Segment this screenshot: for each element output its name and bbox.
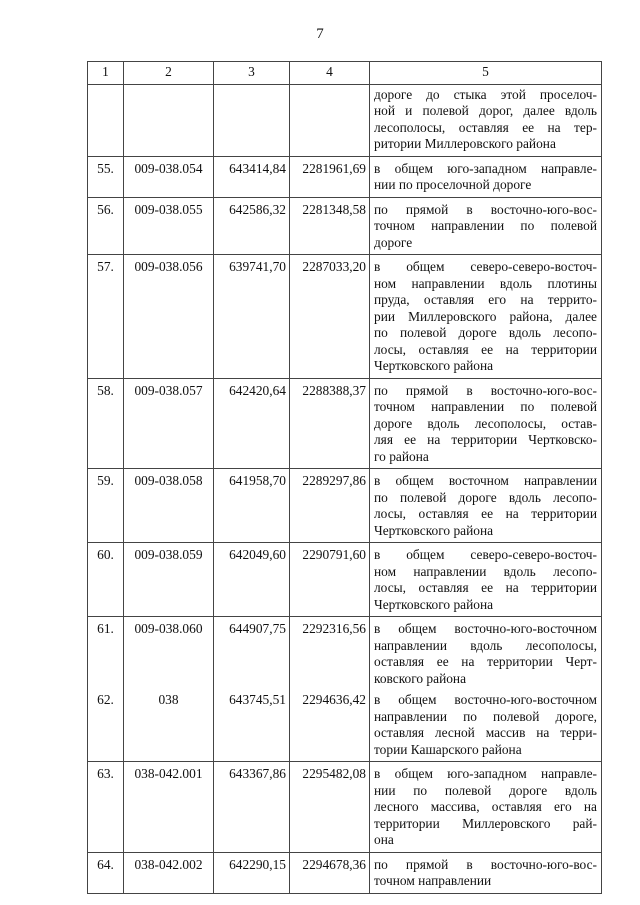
- description-line: направлении по полевой дороге,: [374, 708, 597, 724]
- description-line: лосы, оставляя ее на территории: [374, 341, 597, 357]
- boundary-description: [370, 762, 602, 853]
- row-number: 55.: [88, 156, 124, 197]
- description-line: пруда, оставляя его на террито-: [374, 292, 597, 307]
- description-line: лесополосы, оставляя ее на тер-: [374, 119, 597, 135]
- coordinate-y: 2281348,58: [290, 197, 370, 255]
- boundary-description: [370, 156, 602, 197]
- point-code: 038-042.002: [124, 852, 214, 893]
- description-line: точном направлении: [374, 873, 492, 888]
- coordinate-x: 642049,60: [214, 543, 290, 617]
- point-code: 009-038.056: [124, 255, 214, 379]
- point-code: 038: [124, 690, 214, 762]
- continuation-description: [370, 84, 602, 156]
- description-line: Чертковского района: [374, 522, 494, 538]
- description-line: по полевой дороге вдоль лесопо-: [374, 489, 597, 505]
- coordinate-x: 642420,64: [214, 378, 290, 469]
- description-line: оставляя ее на территории Черт-: [374, 654, 597, 669]
- row-number: 59.: [88, 469, 124, 543]
- row-number: 56.: [88, 197, 124, 255]
- coordinate-x: 639741,70: [214, 255, 290, 379]
- row-number: 63.: [88, 762, 124, 853]
- description-line: нии по полевой дороге вдоль: [374, 782, 597, 798]
- table-row: [88, 852, 602, 893]
- column-header-1: 1: [88, 62, 124, 85]
- description-line: лесного массива, оставляя его на: [374, 799, 597, 814]
- coordinate-x: 642290,15: [214, 852, 290, 893]
- coordinate-y: 2294636,42: [290, 690, 370, 762]
- coordinate-y: 2290791,60: [290, 543, 370, 617]
- coordinate-y: 2289297,86: [290, 469, 370, 543]
- column-header-4: 4: [290, 62, 370, 85]
- boundary-description: [370, 617, 602, 691]
- description-line: дороге: [374, 234, 413, 250]
- boundary-description: [370, 197, 602, 255]
- column-header-2: 2: [124, 62, 214, 85]
- description-line: нии по проселочной дороге: [374, 177, 532, 192]
- description-line: лосы, оставляя ее на территории: [374, 506, 597, 521]
- description-line: ной и полевой дорог, далее вдоль: [374, 103, 597, 118]
- coordinate-y: 2294678,36: [290, 852, 370, 893]
- description-line: в общем восточном направлении: [374, 473, 597, 488]
- point-code: 009-038.058: [124, 469, 214, 543]
- boundary-table: [87, 61, 602, 894]
- coordinate-x: 644907,75: [214, 617, 290, 691]
- table-row: [88, 156, 602, 197]
- description-line: в общем северо-северо-восточ-: [374, 259, 597, 274]
- coordinate-x: 643367,86: [214, 762, 290, 853]
- description-line: рии Миллеровского района, далее: [374, 308, 597, 324]
- coordinate-x: 642586,32: [214, 197, 290, 255]
- row-number: 64.: [88, 852, 124, 893]
- description-line: ном направлении вдоль плотины: [374, 275, 597, 291]
- description-line: по прямой в восточно-юго-вос-: [374, 856, 597, 872]
- description-line: в общем юго-западном направле-: [374, 160, 597, 176]
- description-line: точном направлении по полевой: [374, 399, 597, 414]
- point-code: 009-038.060: [124, 617, 214, 691]
- table-row: [88, 197, 602, 255]
- description-line: по полевой дороге вдоль лесопо-: [374, 325, 597, 340]
- description-line: ляя ее на территории Чертковско-: [374, 432, 597, 447]
- table-body: [88, 84, 602, 893]
- description-line: направлении вдоль лесополосы,: [374, 637, 597, 653]
- description-line: дороге до стыка этой проселоч-: [374, 86, 597, 102]
- boundary-description: [370, 543, 602, 617]
- description-line: ном направлении вдоль лесопо-: [374, 563, 597, 579]
- boundary-description: [370, 690, 602, 762]
- coordinate-y: 2288388,37: [290, 378, 370, 469]
- table-row: [88, 378, 602, 469]
- row-number: 61.: [88, 617, 124, 691]
- description-line: территории Миллеровского рай-: [374, 815, 597, 831]
- description-line: тории Кашарского района: [374, 741, 522, 757]
- coordinate-x: 643414,84: [214, 156, 290, 197]
- description-line: Чертковского района: [374, 358, 494, 373]
- description-line: дороге вдоль лесополосы, остав-: [374, 415, 597, 431]
- row-number: 62.: [88, 690, 124, 762]
- table-row: [88, 690, 602, 762]
- boundary-description: [370, 378, 602, 469]
- table-row: [88, 762, 602, 853]
- description-line: Чертковского района: [374, 596, 494, 612]
- column-header-5: 5: [370, 62, 602, 85]
- description-line: в общем восточно-юго-восточном: [374, 692, 597, 707]
- row-number: 58.: [88, 378, 124, 469]
- point-code: 009-038.054: [124, 156, 214, 197]
- description-line: в общем северо-северо-восточ-: [374, 547, 597, 562]
- row-number: 60.: [88, 543, 124, 617]
- description-line: оставляя лесной массив на терри-: [374, 725, 597, 740]
- coordinate-y: 2292316,56: [290, 617, 370, 691]
- coordinate-y: 2281961,69: [290, 156, 370, 197]
- description-line: ритории Миллеровского района: [374, 136, 556, 151]
- description-line: ковского района: [374, 670, 467, 686]
- column-header-3: 3: [214, 62, 290, 85]
- row-number: 57.: [88, 255, 124, 379]
- description-line: лосы, оставляя ее на территории: [374, 580, 597, 595]
- coordinate-x: 641958,70: [214, 469, 290, 543]
- table-row: [88, 255, 602, 379]
- table-row: [88, 543, 602, 617]
- description-line: по прямой в восточно-юго-вос-: [374, 201, 597, 217]
- point-code: 038-042.001: [124, 762, 214, 853]
- point-code: 009-038.055: [124, 197, 214, 255]
- table-row: [88, 469, 602, 543]
- coordinate-y: 2287033,20: [290, 255, 370, 379]
- description-line: точном направлении по полевой: [374, 218, 597, 233]
- continuation-row: [88, 84, 602, 156]
- boundary-description: [370, 255, 602, 379]
- description-line: она: [374, 832, 394, 847]
- point-code: 009-038.057: [124, 378, 214, 469]
- coordinate-y: 2295482,08: [290, 762, 370, 853]
- boundary-description: [370, 852, 602, 893]
- header-row: [88, 62, 602, 85]
- page-number: 7: [316, 26, 324, 42]
- boundary-description: [370, 469, 602, 543]
- description-line: по прямой в восточно-юго-вос-: [374, 382, 597, 398]
- description-line: в общем юго-западном направле-: [374, 766, 597, 781]
- point-code: 009-038.059: [124, 543, 214, 617]
- description-line: го района: [374, 448, 429, 464]
- coordinate-x: 643745,51: [214, 690, 290, 762]
- description-line: в общем восточно-юго-восточном: [374, 621, 597, 636]
- table-row: [88, 617, 602, 691]
